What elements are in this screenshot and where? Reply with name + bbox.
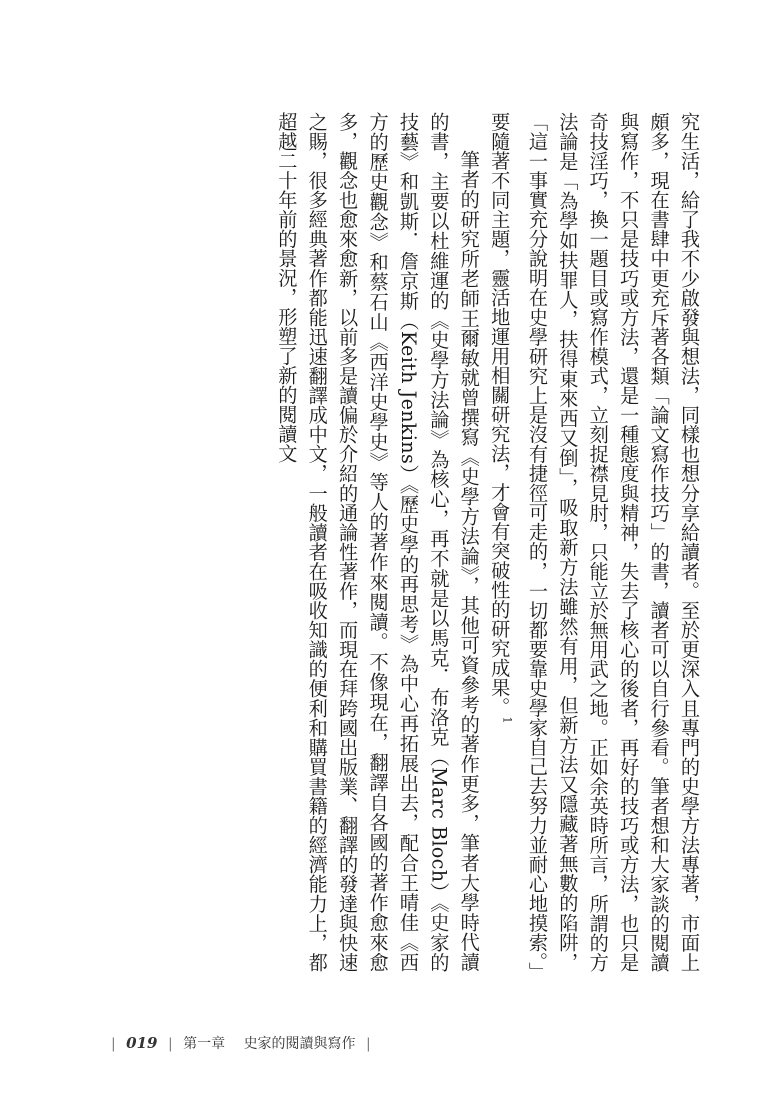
paragraph [271, 112, 484, 972]
divider: | [111, 1036, 116, 1052]
paragraph [484, 112, 704, 972]
chapter-label: 第一章 [183, 1036, 226, 1052]
paragraph-text: 究生活，給了我不少啟發與想法，同樣也想分享給讀者。至於更深入且專門的史學方法專著，市面上頗多，現在書肆中更充斥著各類「論文寫作技巧」的書，讀者可以自行參看。筆者想和大家談的閱讀與寫作，不只是技巧或方法，還是一種態度與精神，失去了核心的後者，再好的技巧或方法，也只是奇技淫巧，換一題目或寫作模式，立刻捉襟見肘，只能立於無用武之地。正如余英時所言，所謂的方法論是「為學如扶罪人，扶得東來西又倒」，吸取新方法雖然有用，但新方法又隱藏著無數的陷阱，「這一事實充分說明在史學研究上是沒有捷徑可走的，一切都要靠史學家自己去努力並耐心地摸索。」要隨著不同主題，靈活地運用相關研究法，才會有突破性的研究成果。 [488, 112, 701, 972]
running-footer [105, 1033, 377, 1053]
divider: | [366, 1036, 371, 1052]
footnote-marker: 1 [500, 716, 514, 724]
page-number: 019 [126, 1034, 158, 1052]
chapter-title: 史家的閱讀與寫作 [243, 1036, 356, 1052]
paragraph-text: 筆者的研究所老師王爾敏就曾撰寫《史學方法論》，其他可資參考的著作更多，筆者大學時代讀的書，主要以杜維運的《史學方法論》為核心，再不就是以馬克．布洛克（Marc Bloch）《史家的技藝》和凱斯．詹京斯（Keith Jenkins）《歷史學的再思考》為中心再拓展出去，配合王晴佳《西方的歷史觀念》和蔡石山《西洋史學史》等人的著作來閱讀。不像現在，翻譯自各國的著作愈來愈多，觀念也愈來愈新，以前多是讀偏於介紹的通論性著作，而現在拜跨國出版業、翻譯的發達與快速之賜，很多經典著作都能迅速翻譯成中文，一般讀者在吸收知識的便利和購買書籍的經濟能力上，都超越二十年前的景況，形塑了新的閱讀文 [275, 112, 481, 972]
divider: | [167, 1036, 173, 1052]
body-text [84, 112, 704, 972]
